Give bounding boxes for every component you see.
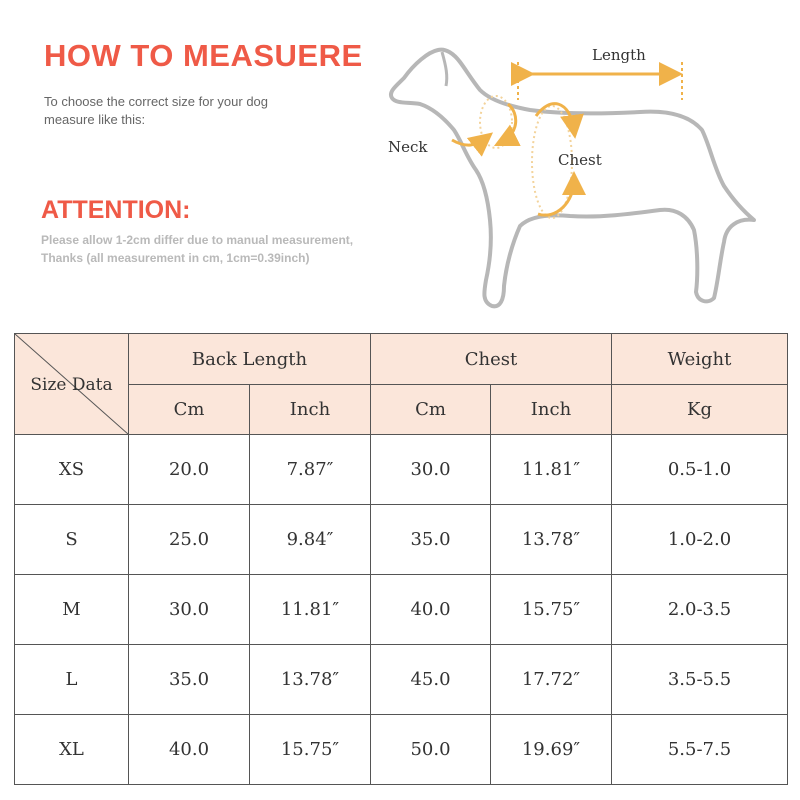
size-cell: XL: [15, 715, 129, 785]
chest-inch-cell: 19.69″: [491, 715, 612, 785]
back-inch-cell: 7.87″: [250, 435, 371, 505]
chest-cm-cell: 40.0: [371, 575, 491, 645]
corner-label: Size Data: [30, 374, 113, 395]
chest-label: Chest: [558, 151, 602, 169]
table-row: [15, 645, 788, 715]
back-inch-cell: 11.81″: [250, 575, 371, 645]
back-inch-cell: 13.78″: [250, 645, 371, 715]
chest-cm-cell: 30.0: [371, 435, 491, 505]
unit-weight-kg: Kg: [612, 385, 788, 435]
chest-inch-cell: 13.78″: [491, 505, 612, 575]
back-cm-cell: 25.0: [129, 505, 250, 575]
unit-chest-cm: Cm: [371, 385, 491, 435]
dog-ear: [442, 52, 447, 86]
back-cm-cell: 35.0: [129, 645, 250, 715]
size-chart-table: [14, 333, 788, 785]
table-row: [15, 575, 788, 645]
back-inch-cell: 15.75″: [250, 715, 371, 785]
length-label: Length: [592, 46, 646, 64]
weight-cell: 5.5-7.5: [612, 715, 788, 785]
unit-back-cm: Cm: [129, 385, 250, 435]
corner-header-cell: [15, 334, 129, 435]
neck-label: Neck: [388, 138, 428, 156]
attention-note: [41, 231, 353, 267]
size-cell: M: [15, 575, 129, 645]
attention-note-line-2: Thanks (all measurement in cm, 1cm=0.39inch): [41, 251, 310, 265]
table-row: [15, 505, 788, 575]
table-unit-row: [15, 385, 788, 435]
header-back-length: Back Length: [129, 334, 371, 385]
chest-inch-cell: 15.75″: [491, 575, 612, 645]
chest-inch-cell: 11.81″: [491, 435, 612, 505]
back-cm-cell: 20.0: [129, 435, 250, 505]
dog-outline: [391, 50, 754, 307]
dog-outline-illustration: [380, 30, 770, 330]
weight-cell: 0.5-1.0: [612, 435, 788, 505]
chest-cm-cell: 50.0: [371, 715, 491, 785]
back-inch-cell: 9.84″: [250, 505, 371, 575]
chest-cm-cell: 45.0: [371, 645, 491, 715]
table-header-row: [15, 334, 788, 385]
header-chest: Chest: [371, 334, 612, 385]
header-weight: Weight: [612, 334, 788, 385]
table-row: [15, 435, 788, 505]
weight-cell: 3.5-5.5: [612, 645, 788, 715]
chest-inch-cell: 17.72″: [491, 645, 612, 715]
attention-heading: ATTENTION:: [41, 196, 191, 224]
dog-measurement-diagram: [380, 30, 770, 330]
size-cell: L: [15, 645, 129, 715]
instructions: [44, 93, 268, 129]
instructions-line-2: measure like this:: [44, 112, 146, 127]
unit-chest-inch: Inch: [491, 385, 612, 435]
page-title: HOW TO MEASUERE: [44, 38, 363, 73]
size-cell: S: [15, 505, 129, 575]
chest-arrow-bottom: [538, 180, 574, 215]
size-cell: XS: [15, 435, 129, 505]
neck-arrow: [502, 104, 516, 142]
back-cm-cell: 30.0: [129, 575, 250, 645]
weight-cell: 2.0-3.5: [612, 575, 788, 645]
instructions-line-1: To choose the correct size for your dog: [44, 94, 269, 109]
back-cm-cell: 40.0: [129, 715, 250, 785]
weight-cell: 1.0-2.0: [612, 505, 788, 575]
chest-cm-cell: 35.0: [371, 505, 491, 575]
attention-note-line-1: Please allow 1-2cm differ due to manual measurement,: [41, 233, 354, 247]
table-row: [15, 715, 788, 785]
unit-back-inch: Inch: [250, 385, 371, 435]
